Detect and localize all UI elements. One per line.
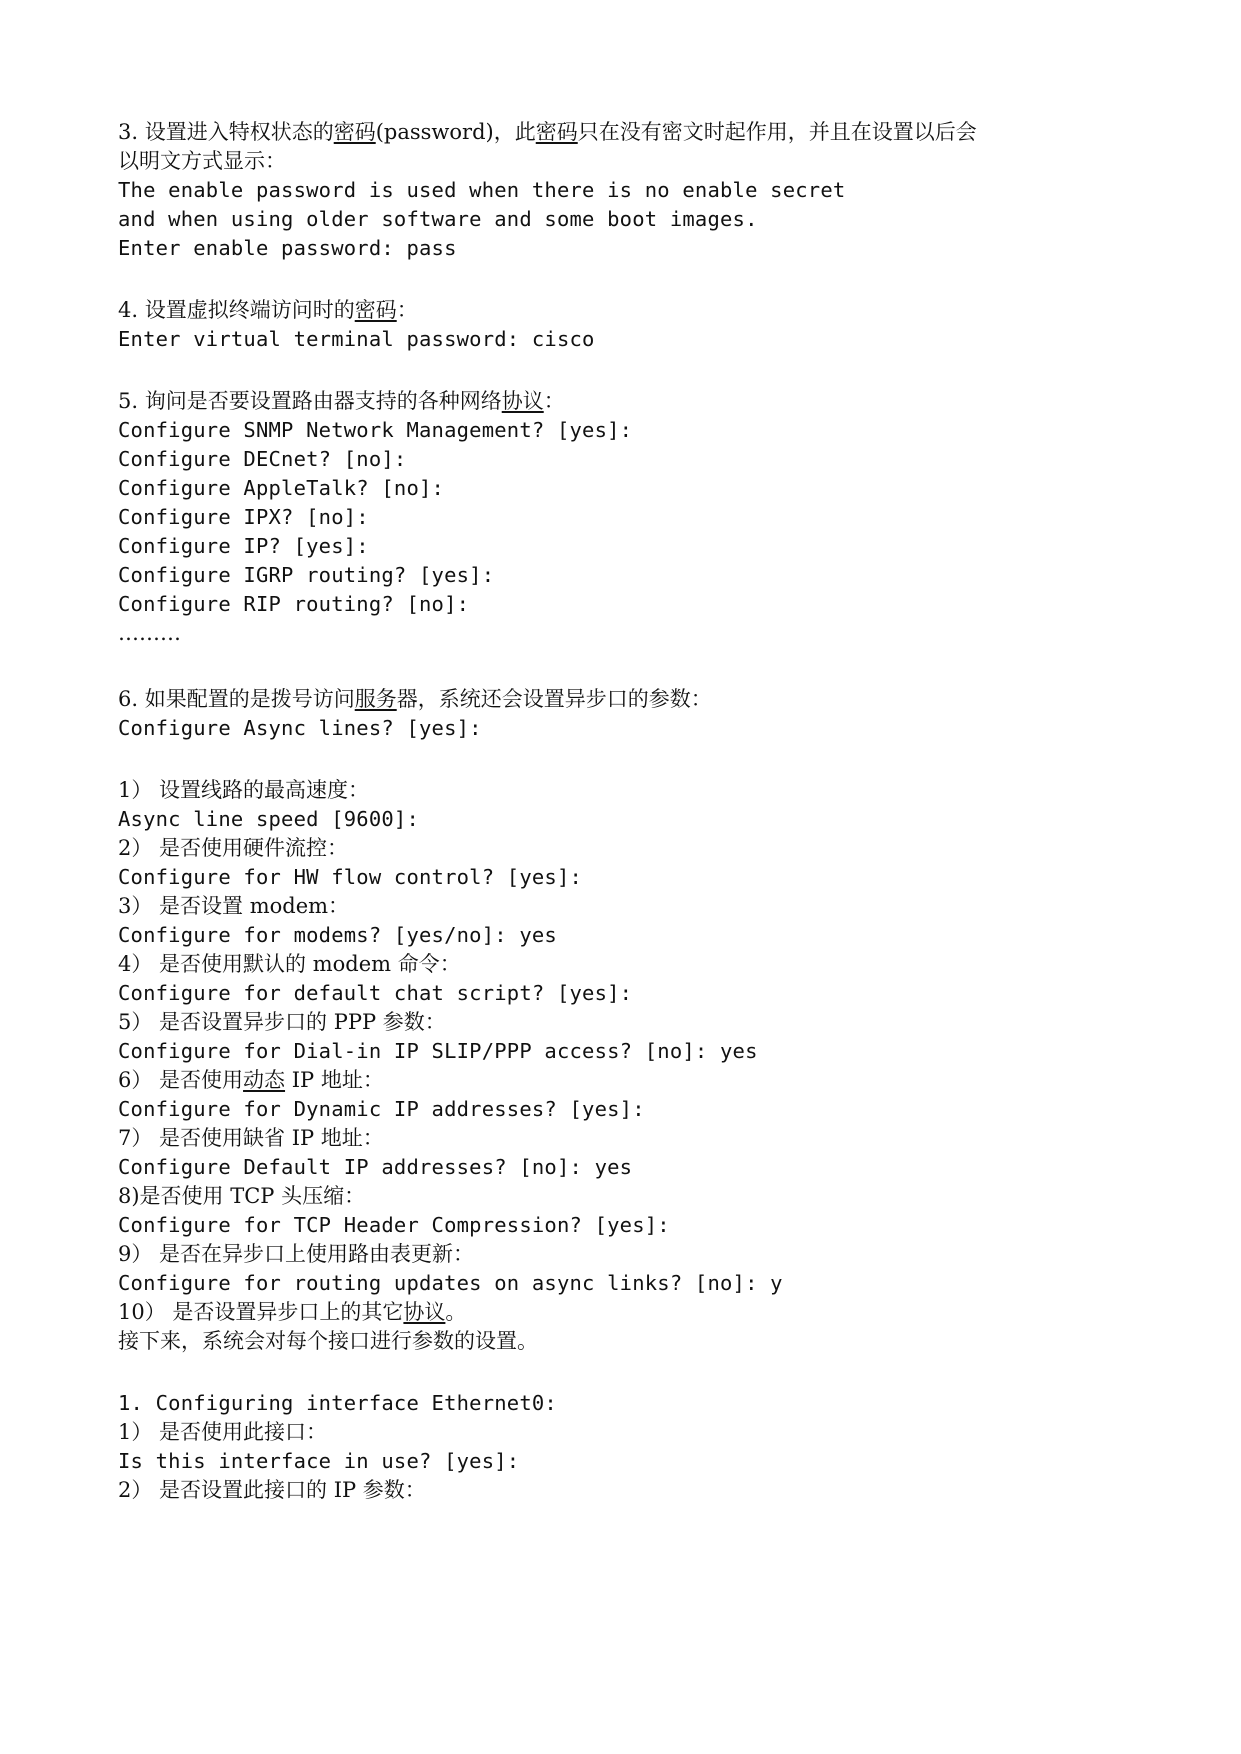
section-3-heading-cont: 以明文方式显示： <box>118 149 286 173</box>
service-link[interactable]: 服务 <box>354 687 397 711</box>
section-5-text-b: ： <box>543 389 565 413</box>
async-step-6 <box>118 1066 1128 1095</box>
section-6-text-a: 6. 如果配置的是拨号访问 <box>118 687 355 711</box>
section-4-text-b: ： <box>396 298 418 322</box>
spacer <box>118 743 1128 776</box>
interface-step-2: 2） 是否设置此接口的 IP 参数： <box>118 1478 426 1502</box>
cli-line: Configure IPX? [no]: <box>118 505 369 529</box>
document-page <box>118 118 1128 1505</box>
async-step-1: 1） 设置线路的最高速度： <box>118 778 370 802</box>
section-5-heading <box>118 387 1128 416</box>
spacer <box>118 1356 1128 1389</box>
cli-line: Configure Async lines? [yes]: <box>118 716 482 740</box>
section-3-text-c: 只在没有密文时起作用，并且在设置以后会 <box>577 120 977 144</box>
async-step-8: 8)是否使用 TCP 头压缩： <box>118 1184 366 1208</box>
transition-paragraph: 接下来，系统会对每个接口进行参数的设置。 <box>118 1329 538 1353</box>
password-link-2[interactable]: 密码 <box>535 120 578 144</box>
cli-line: Configure for Dynamic IP addresses? [yes]: <box>118 1097 645 1121</box>
cli-line: Is this interface in use? [yes]: <box>118 1449 520 1473</box>
cli-line: and when using older software and some boot images. <box>118 207 758 231</box>
cli-line: Configure DECnet? [no]: <box>118 447 407 471</box>
cli-line: The enable password is used when there is no enable secret <box>118 178 846 202</box>
cli-line: Configure IGRP routing? [yes]: <box>118 563 495 587</box>
cli-line: Configure IP? [yes]: <box>118 534 369 558</box>
protocol-link-1[interactable]: 协议 <box>501 389 544 413</box>
async-step-9: 9） 是否在异步口上使用路由表更新： <box>118 1242 475 1266</box>
password-link-1[interactable]: 密码 <box>333 120 376 144</box>
async-step-3: 3） 是否设置 modem： <box>118 894 350 918</box>
cli-line: Configure RIP routing? [no]: <box>118 592 470 616</box>
cli-line: Enter virtual terminal password: cisco <box>118 327 595 351</box>
dynamic-link[interactable]: 动态 <box>243 1068 286 1092</box>
spacer <box>118 354 1128 387</box>
async-step-10-text-b: 。 <box>445 1300 467 1324</box>
async-step-5: 5） 是否设置异步口的 PPP 参数： <box>118 1010 446 1034</box>
async-step-4: 4） 是否使用默认的 modem 命令： <box>118 952 461 976</box>
section-5-text-a: 5. 询问是否要设置路由器支持的各种网络 <box>118 389 502 413</box>
async-step-7: 7） 是否使用缺省 IP 地址： <box>118 1126 384 1150</box>
cli-line: Configure SNMP Network Management? [yes]: <box>118 418 633 442</box>
interface-heading: 1. Configuring interface Ethernet0: <box>118 1391 557 1415</box>
cli-line: Configure for default chat script? [yes]: <box>118 981 633 1005</box>
async-step-6-text-b: IP 地址： <box>285 1068 384 1092</box>
cli-line: Enter enable password: pass <box>118 236 457 260</box>
async-step-2: 2） 是否使用硬件流控： <box>118 836 349 860</box>
cli-line: Async line speed [9600]: <box>118 807 420 831</box>
cli-line: Configure for TCP Header Compression? [yes]: <box>118 1213 670 1237</box>
cli-line: Configure for modems? [yes/no]: yes <box>118 923 557 947</box>
spacer <box>118 263 1128 296</box>
ellipsis-line: ……… <box>118 621 181 645</box>
section-6-heading <box>118 685 1128 714</box>
spacer <box>118 648 1128 685</box>
interface-step-1: 1） 是否使用此接口： <box>118 1420 328 1444</box>
section-3-text-b: (password)，此 <box>375 120 536 144</box>
cli-line: Configure for HW flow control? [yes]: <box>118 865 583 889</box>
cli-line: Configure for routing updates on async links? [no]: y <box>118 1271 783 1295</box>
async-step-6-text-a: 6） 是否使用 <box>118 1068 244 1092</box>
async-step-10 <box>118 1298 1128 1327</box>
section-4-text-a: 4. 设置虚拟终端访问时的 <box>118 298 355 322</box>
section-4-heading <box>118 296 1128 325</box>
section-3-heading <box>118 118 1128 147</box>
password-link-3[interactable]: 密码 <box>354 298 397 322</box>
section-3-text-a: 3. 设置进入特权状态的 <box>118 120 334 144</box>
async-step-10-text-a: 10） 是否设置异步口上的其它 <box>118 1300 404 1324</box>
cli-line: Configure for Dial-in IP SLIP/PPP access? [no]: yes <box>118 1039 758 1063</box>
section-6-text-b: 器，系统还会设置异步口的参数： <box>396 687 712 711</box>
cli-line: Configure AppleTalk? [no]: <box>118 476 445 500</box>
cli-line: Configure Default IP addresses? [no]: yes <box>118 1155 633 1179</box>
protocol-link-2[interactable]: 协议 <box>403 1300 446 1324</box>
